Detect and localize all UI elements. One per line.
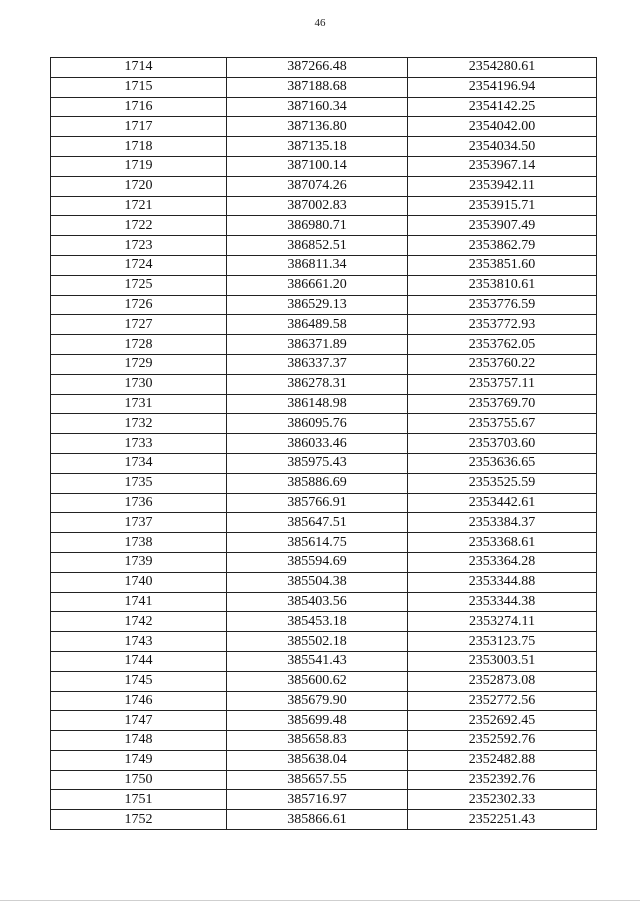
footer-rule	[0, 900, 640, 901]
y-coordinate-cell: 2352251.43	[408, 810, 597, 830]
table-row	[51, 671, 597, 691]
y-coordinate-cell: 2353364.28	[408, 552, 597, 572]
x-coordinate-cell: 387160.34	[227, 97, 408, 117]
y-coordinate-cell: 2352392.76	[408, 770, 597, 790]
x-coordinate-cell: 385657.55	[227, 770, 408, 790]
x-coordinate-cell: 386148.98	[227, 394, 408, 414]
x-coordinate-cell: 387188.68	[227, 77, 408, 97]
y-coordinate-cell: 2353525.59	[408, 473, 597, 493]
point-number-cell: 1748	[51, 731, 227, 751]
page-number: 46	[314, 17, 326, 29]
y-coordinate-cell: 2354280.61	[408, 58, 597, 78]
table-row	[51, 137, 597, 157]
x-coordinate-cell: 386095.76	[227, 414, 408, 434]
table-row	[51, 770, 597, 790]
table-row	[51, 77, 597, 97]
x-coordinate-cell: 386811.34	[227, 255, 408, 275]
table-row	[51, 354, 597, 374]
y-coordinate-cell: 2353862.79	[408, 236, 597, 256]
x-coordinate-cell: 385541.43	[227, 651, 408, 671]
table-row	[51, 255, 597, 275]
x-coordinate-cell: 386980.71	[227, 216, 408, 236]
table-row	[51, 691, 597, 711]
table-row	[51, 731, 597, 751]
y-coordinate-cell: 2354196.94	[408, 77, 597, 97]
y-coordinate-cell: 2353942.11	[408, 176, 597, 196]
point-number-cell: 1716	[51, 97, 227, 117]
y-coordinate-cell: 2353368.61	[408, 533, 597, 553]
point-number-cell: 1742	[51, 612, 227, 632]
y-coordinate-cell: 2352692.45	[408, 711, 597, 731]
x-coordinate-cell: 387100.14	[227, 156, 408, 176]
point-number-cell: 1735	[51, 473, 227, 493]
point-number-cell: 1715	[51, 77, 227, 97]
point-number-cell: 1737	[51, 513, 227, 533]
y-coordinate-cell: 2353703.60	[408, 434, 597, 454]
y-coordinate-cell: 2353760.22	[408, 354, 597, 374]
x-coordinate-cell: 387266.48	[227, 58, 408, 78]
x-coordinate-cell: 387074.26	[227, 176, 408, 196]
point-number-cell: 1724	[51, 255, 227, 275]
table-row	[51, 533, 597, 553]
table-row	[51, 453, 597, 473]
table-row	[51, 176, 597, 196]
x-coordinate-cell: 386852.51	[227, 236, 408, 256]
y-coordinate-cell: 2353003.51	[408, 651, 597, 671]
point-number-cell: 1728	[51, 335, 227, 355]
y-coordinate-cell: 2352873.08	[408, 671, 597, 691]
table-row	[51, 632, 597, 652]
point-number-cell: 1746	[51, 691, 227, 711]
x-coordinate-cell: 385866.61	[227, 810, 408, 830]
x-coordinate-cell: 385766.91	[227, 493, 408, 513]
x-coordinate-cell: 385453.18	[227, 612, 408, 632]
table-row	[51, 473, 597, 493]
point-number-cell: 1744	[51, 651, 227, 671]
table-row	[51, 97, 597, 117]
point-number-cell: 1721	[51, 196, 227, 216]
x-coordinate-cell: 385614.75	[227, 533, 408, 553]
table-row	[51, 216, 597, 236]
y-coordinate-cell: 2353384.37	[408, 513, 597, 533]
point-number-cell: 1714	[51, 58, 227, 78]
table-row	[51, 315, 597, 335]
point-number-cell: 1745	[51, 671, 227, 691]
y-coordinate-cell: 2353344.38	[408, 592, 597, 612]
table-row	[51, 592, 597, 612]
y-coordinate-cell: 2352482.88	[408, 750, 597, 770]
y-coordinate-cell: 2353636.65	[408, 453, 597, 473]
point-number-cell: 1718	[51, 137, 227, 157]
x-coordinate-cell: 386371.89	[227, 335, 408, 355]
table-row	[51, 295, 597, 315]
point-number-cell: 1723	[51, 236, 227, 256]
x-coordinate-cell: 386033.46	[227, 434, 408, 454]
y-coordinate-cell: 2354042.00	[408, 117, 597, 137]
table-row	[51, 335, 597, 355]
x-coordinate-cell: 385600.62	[227, 671, 408, 691]
table-row	[51, 275, 597, 295]
y-coordinate-cell: 2352772.56	[408, 691, 597, 711]
point-number-cell: 1727	[51, 315, 227, 335]
table-row	[51, 156, 597, 176]
y-coordinate-cell: 2354034.50	[408, 137, 597, 157]
y-coordinate-cell: 2353915.71	[408, 196, 597, 216]
point-number-cell: 1743	[51, 632, 227, 652]
table-row	[51, 493, 597, 513]
point-number-cell: 1751	[51, 790, 227, 810]
x-coordinate-cell: 385403.56	[227, 592, 408, 612]
table-row	[51, 58, 597, 78]
y-coordinate-cell: 2353810.61	[408, 275, 597, 295]
x-coordinate-cell: 386529.13	[227, 295, 408, 315]
point-number-cell: 1747	[51, 711, 227, 731]
point-number-cell: 1750	[51, 770, 227, 790]
point-number-cell: 1733	[51, 434, 227, 454]
point-number-cell: 1739	[51, 552, 227, 572]
table-row	[51, 552, 597, 572]
table-row	[51, 236, 597, 256]
table-row	[51, 750, 597, 770]
x-coordinate-cell: 387002.83	[227, 196, 408, 216]
table-row	[51, 394, 597, 414]
table-row	[51, 612, 597, 632]
y-coordinate-cell: 2353776.59	[408, 295, 597, 315]
table-row	[51, 374, 597, 394]
coordinates-table	[50, 57, 597, 830]
x-coordinate-cell: 385647.51	[227, 513, 408, 533]
y-coordinate-cell: 2352592.76	[408, 731, 597, 751]
point-number-cell: 1738	[51, 533, 227, 553]
x-coordinate-cell: 385504.38	[227, 572, 408, 592]
point-number-cell: 1734	[51, 453, 227, 473]
point-number-cell: 1740	[51, 572, 227, 592]
point-number-cell: 1731	[51, 394, 227, 414]
x-coordinate-cell: 385886.69	[227, 473, 408, 493]
table-row	[51, 117, 597, 137]
point-number-cell: 1741	[51, 592, 227, 612]
point-number-cell: 1749	[51, 750, 227, 770]
table-row	[51, 196, 597, 216]
y-coordinate-cell: 2353442.61	[408, 493, 597, 513]
y-coordinate-cell: 2353274.11	[408, 612, 597, 632]
x-coordinate-cell: 385658.83	[227, 731, 408, 751]
table-row	[51, 711, 597, 731]
table-row	[51, 513, 597, 533]
point-number-cell: 1752	[51, 810, 227, 830]
y-coordinate-cell: 2353769.70	[408, 394, 597, 414]
coordinates-table-body	[51, 58, 597, 830]
point-number-cell: 1726	[51, 295, 227, 315]
y-coordinate-cell: 2353757.11	[408, 374, 597, 394]
x-coordinate-cell: 386278.31	[227, 374, 408, 394]
y-coordinate-cell: 2353755.67	[408, 414, 597, 434]
x-coordinate-cell: 385975.43	[227, 453, 408, 473]
y-coordinate-cell: 2353123.75	[408, 632, 597, 652]
x-coordinate-cell: 387136.80	[227, 117, 408, 137]
table-row	[51, 790, 597, 810]
x-coordinate-cell: 385638.04	[227, 750, 408, 770]
x-coordinate-cell: 385716.97	[227, 790, 408, 810]
table-row	[51, 810, 597, 830]
point-number-cell: 1717	[51, 117, 227, 137]
y-coordinate-cell: 2353851.60	[408, 255, 597, 275]
point-number-cell: 1720	[51, 176, 227, 196]
y-coordinate-cell: 2354142.25	[408, 97, 597, 117]
table-row	[51, 434, 597, 454]
point-number-cell: 1719	[51, 156, 227, 176]
table-row	[51, 414, 597, 434]
y-coordinate-cell: 2353907.49	[408, 216, 597, 236]
table-row	[51, 651, 597, 671]
y-coordinate-cell: 2353762.05	[408, 335, 597, 355]
x-coordinate-cell: 386661.20	[227, 275, 408, 295]
x-coordinate-cell: 386489.58	[227, 315, 408, 335]
y-coordinate-cell: 2353967.14	[408, 156, 597, 176]
point-number-cell: 1725	[51, 275, 227, 295]
point-number-cell: 1730	[51, 374, 227, 394]
coordinates-table-container	[50, 57, 595, 830]
y-coordinate-cell: 2353772.93	[408, 315, 597, 335]
point-number-cell: 1736	[51, 493, 227, 513]
x-coordinate-cell: 387135.18	[227, 137, 408, 157]
x-coordinate-cell: 386337.37	[227, 354, 408, 374]
point-number-cell: 1732	[51, 414, 227, 434]
y-coordinate-cell: 2352302.33	[408, 790, 597, 810]
x-coordinate-cell: 385594.69	[227, 552, 408, 572]
point-number-cell: 1729	[51, 354, 227, 374]
x-coordinate-cell: 385699.48	[227, 711, 408, 731]
y-coordinate-cell: 2353344.88	[408, 572, 597, 592]
point-number-cell: 1722	[51, 216, 227, 236]
x-coordinate-cell: 385502.18	[227, 632, 408, 652]
table-row	[51, 572, 597, 592]
x-coordinate-cell: 385679.90	[227, 691, 408, 711]
